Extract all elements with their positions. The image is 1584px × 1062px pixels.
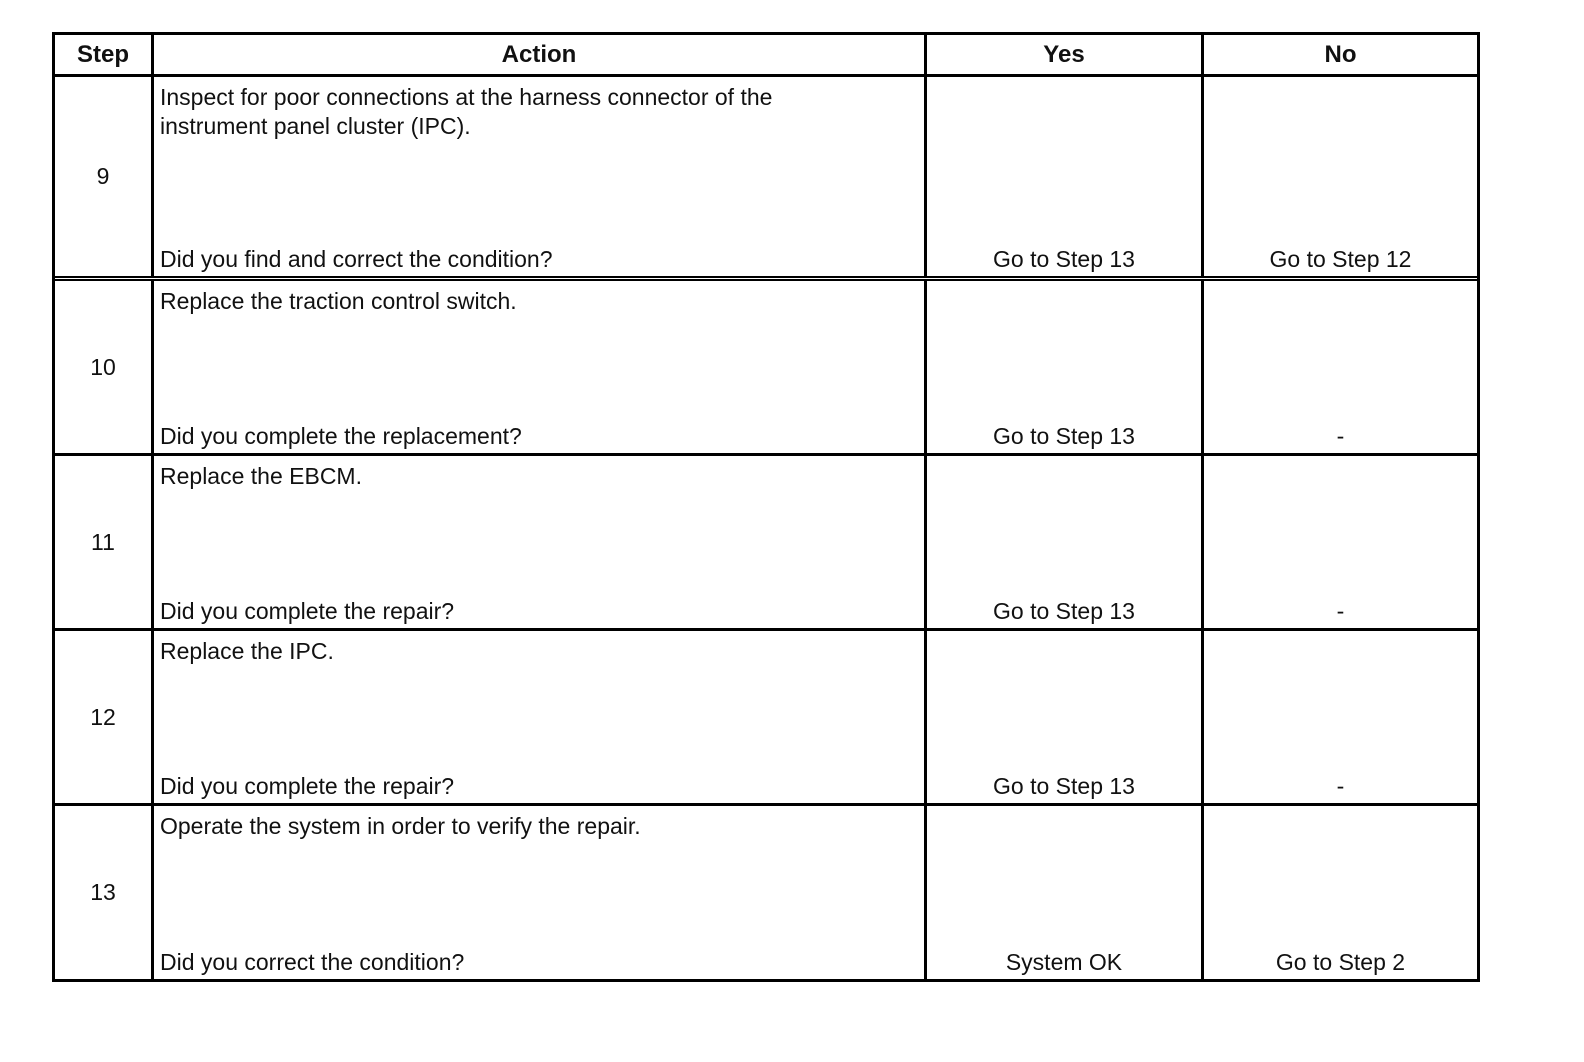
step-number: 11 — [55, 456, 154, 628]
no-result: - — [1336, 773, 1345, 799]
action-question: Did you find and correct the condition? — [160, 246, 553, 272]
no-result: - — [1336, 423, 1345, 449]
header-no: No — [1324, 40, 1357, 68]
action-instruction: Operate the system in order to verify the repair. — [160, 813, 641, 839]
no-result: Go to Step 2 — [1275, 949, 1406, 975]
action-cell — [154, 806, 927, 979]
table-header — [55, 35, 1477, 77]
action-cell — [154, 631, 927, 803]
table-row — [55, 281, 1477, 456]
yes-result: Go to Step 13 — [927, 456, 1204, 628]
step-number: 12 — [55, 631, 154, 803]
action-cell — [154, 456, 927, 628]
action-cell — [154, 281, 927, 453]
no-result: Go to Step 12 — [1269, 246, 1412, 272]
no-result: - — [1336, 598, 1345, 624]
step-number: 13 — [55, 806, 154, 979]
header-step: Step — [55, 35, 154, 74]
step-number: 9 — [55, 77, 154, 276]
action-question: Did you complete the repair? — [160, 598, 455, 624]
yes-result: System OK — [927, 806, 1204, 979]
action-instruction: Replace the EBCM. — [160, 463, 362, 489]
action-instruction: Replace the IPC. — [160, 638, 334, 664]
table-row — [55, 631, 1477, 806]
header-action: Action — [154, 35, 927, 74]
action-cell — [154, 77, 927, 276]
action-question: Did you complete the replacement? — [160, 423, 522, 449]
yes-result: Go to Step 13 — [927, 77, 1204, 276]
action-question: Did you correct the condition? — [160, 949, 465, 975]
table-row — [55, 806, 1477, 979]
action-question: Did you complete the repair? — [160, 773, 455, 799]
table-row — [55, 77, 1477, 281]
table-row — [55, 456, 1477, 631]
yes-result: Go to Step 13 — [927, 281, 1204, 453]
yes-result: Go to Step 13 — [927, 631, 1204, 803]
action-instruction: Replace the traction control switch. — [160, 288, 517, 314]
step-number: 10 — [55, 281, 154, 453]
diagnostic-table — [52, 32, 1480, 982]
header-yes: Yes — [927, 35, 1204, 74]
action-instruction: Inspect for poor connections at the harness connector of the instrument panel cluster (IPC). — [160, 84, 773, 139]
